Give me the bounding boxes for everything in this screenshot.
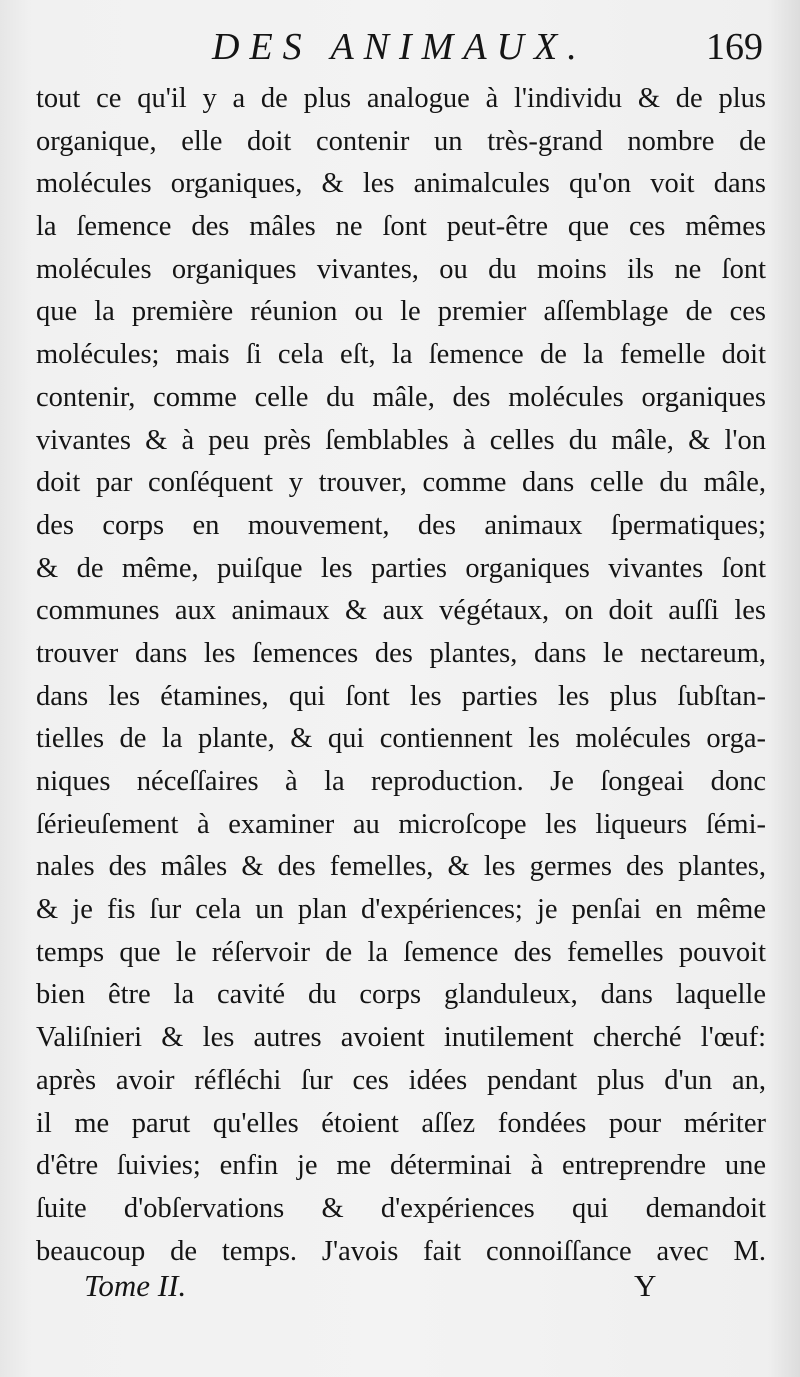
text-line: organique, elle doit contenir un très-grand nombre de: [36, 125, 766, 157]
text-line: la ſemence des mâles ne ſont peut-être que ces mêmes: [36, 211, 766, 243]
text-line: tout ce qu'il y a de plus analogue à l'individu & de plus: [36, 83, 766, 114]
text-line: temps que le réſervoir de la ſemence des femelles pouvoit: [36, 936, 766, 968]
running-title: DES ANIMAUX.: [212, 26, 587, 68]
text-line: il me parut qu'elles étoient aſſez fondées pour mériter: [36, 1107, 766, 1139]
text-line: doit par conſéquent y trouver, comme dans celle du mâle,: [36, 467, 766, 499]
text-line: trouver dans les ſemences des plantes, dans le nectareum,: [36, 637, 766, 669]
page-header: [0, 22, 800, 72]
text-line: niques néceſſaires à la reproduction. Je ſongeai donc: [36, 766, 766, 797]
text-line: ſuite d'obſervations & d'expériences qui demandoit: [36, 1192, 766, 1224]
volume-signature: Tome II.: [84, 1268, 187, 1303]
text-line: contenir, comme celle du mâle, des molécules organiques: [36, 381, 766, 413]
text-line: nales des mâles & des femelles, & les germes des plantes,: [36, 851, 766, 883]
signature-mark: Y: [634, 1268, 657, 1303]
text-line: communes aux animaux & aux végétaux, on doit auſſi les: [36, 595, 766, 627]
text-line: dans les étamines, qui ſont les parties les plus ſubſtan-: [36, 680, 766, 712]
text-line: des corps en mouvement, des animaux ſpermatiques;: [36, 509, 766, 541]
page-footer: [0, 1262, 800, 1310]
text-line: tielles de la plante, & qui contiennent les molécules orga-: [36, 723, 766, 755]
text-line: & je fis ſur cela un plan d'expériences; je penſai en même: [36, 894, 766, 926]
text-line: molécules; mais ſi cela eſt, la ſemence de la femelle doit: [36, 339, 766, 371]
text-line: Valiſnieri & les autres avoient inutilement cherché l'œuf:: [36, 1022, 766, 1054]
page-number: 169: [706, 26, 763, 68]
body-text: [36, 78, 766, 1273]
text-line: & de même, puiſque les parties organiques vivantes ſont: [36, 552, 766, 584]
text-line: après avoir réfléchi ſur ces idées pendant plus d'un an,: [36, 1064, 766, 1096]
text-line: ſérieuſement à examiner au microſcope les liqueurs ſémi-: [36, 808, 766, 840]
text-line: beaucoup de temps. J'avois fait connoiſſance avec M.: [36, 1235, 766, 1267]
text-line: d'être ſuivies; enfin je me déterminai à entreprendre une: [36, 1150, 766, 1182]
text-line: vivantes & à peu près ſemblables à celles du mâle, & l'on: [36, 424, 766, 456]
text-line: bien être la cavité du corps glanduleux, dans laquelle: [36, 979, 766, 1011]
text-line: molécules organiques, & les animalcules qu'on voit dans: [36, 168, 766, 200]
text-line: molécules organiques vivantes, ou du moins ils ne ſont: [36, 253, 766, 285]
text-line: que la première réunion ou le premier aſſemblage de ces: [36, 296, 766, 328]
